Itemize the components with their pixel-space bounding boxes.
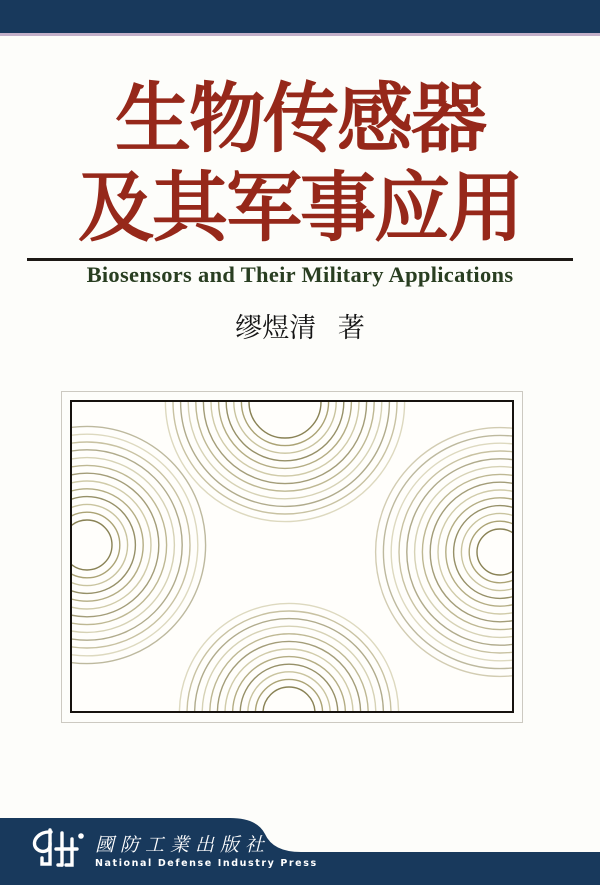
english-title: Biosensors and Their Military Applications — [86, 262, 514, 287]
ring-set-right — [376, 428, 512, 677]
divider-rule — [27, 258, 573, 261]
concentric-rings-art — [72, 402, 512, 711]
title-line-1: 生物传感器 — [115, 74, 485, 163]
top-band-underline — [0, 33, 600, 36]
author-line: 缪煜清 著 — [235, 313, 365, 344]
title-line-2: 及其军事应用 — [78, 163, 522, 252]
publisher-name-cn: 國防工業出版社 — [95, 834, 271, 856]
ring-set-bottom — [179, 603, 398, 711]
ndip-monogram-icon — [27, 824, 89, 874]
ring-set-left — [72, 426, 206, 663]
publisher-name-en: National Defense Industry Press — [95, 858, 318, 869]
top-band — [0, 0, 600, 33]
ring-set-top — [165, 402, 404, 522]
pattern-frame — [70, 400, 514, 713]
cover-title — [0, 74, 600, 252]
